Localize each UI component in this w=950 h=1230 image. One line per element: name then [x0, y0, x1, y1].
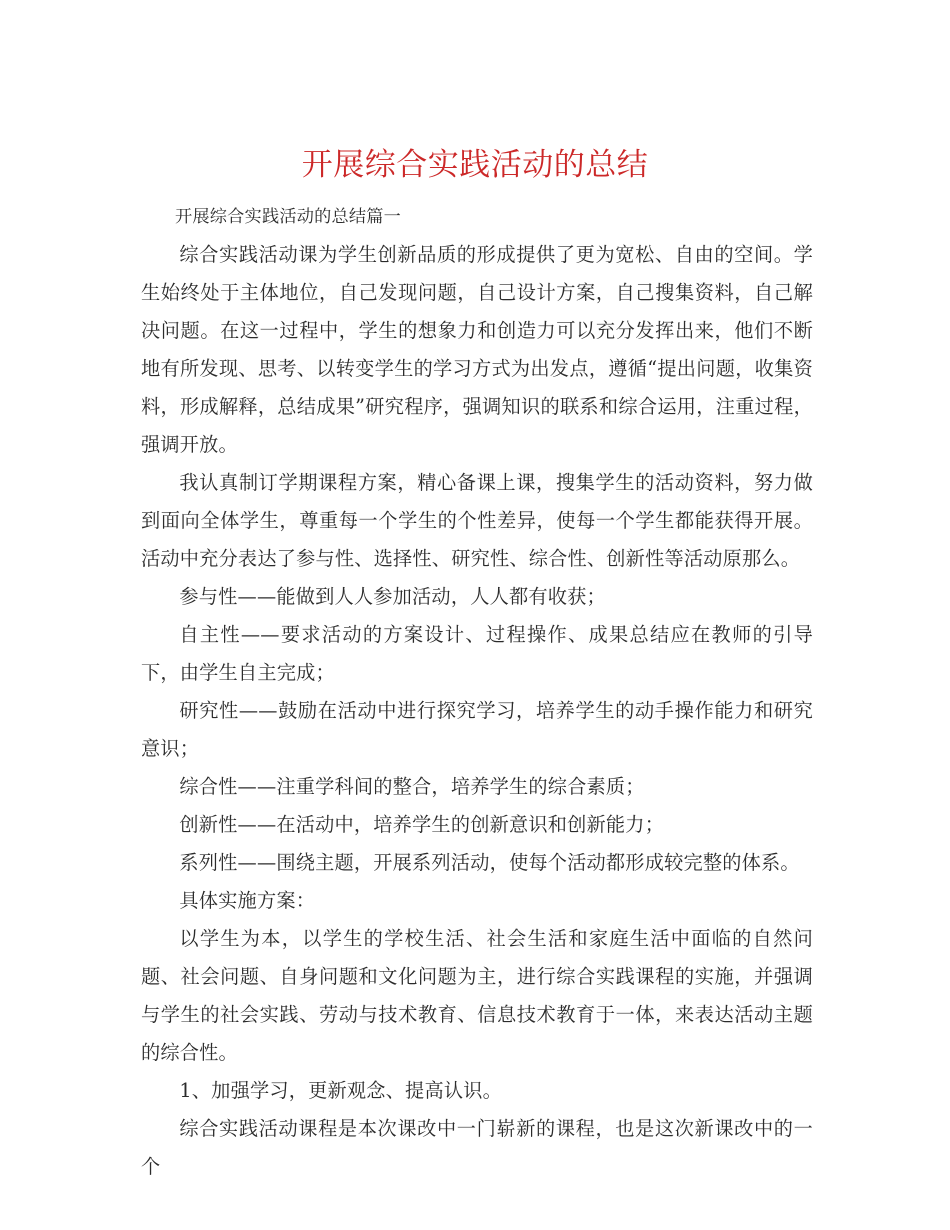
paragraph-2: 我认真制订学期课程方案，精心备课上课，搜集学生的活动资料，努力做到面向全体学生，尊重每一个学生的个性差异，使每一个学生都能获得开展。活动中充分表达了参与性、选择性、研究性、综合性、创新性等活动原那么。: [141, 471, 813, 570]
section-heading-line: 开展综合实践活动的总结篇一: [175, 207, 402, 227]
principle-research: 研究性——鼓励在活动中进行探究学习，培养学生的动手操作能力和研究意识；: [141, 699, 813, 760]
document-body: [141, 198, 813, 1186]
principle-autonomy: 自主性——要求活动的方案设计、过程操作、成果总结应在教师的引导下，由学生自主完成；: [141, 623, 813, 684]
implementation-plan-heading: 具体实施方案：: [179, 889, 316, 912]
paragraph-final-clipped: 综合实践活动课程是本次课改中一门崭新的课程，也是这次新课改中的一个: [141, 1117, 813, 1178]
paragraph-implementation: 以学生为本，以学生的学校生活、社会生活和家庭生活中面临的自然问题、社会问题、自身问题和文化问题为主，进行综合实践课程的实施，并强调与学生的社会实践、劳动与技术教育、信息技术教育于一体，来表达活动主题的综合性。: [141, 927, 813, 1064]
principle-comprehensive: 综合性——注重学科间的整合，培养学生的综合素质；: [179, 775, 645, 798]
principle-innovation: 创新性——在活动中，培养学生的创新意识和创新能力；: [179, 813, 665, 836]
numbered-item-1: 1、加强学习，更新观念、提高认识。: [179, 1079, 502, 1102]
principle-series: 系列性——围绕主题，开展系列活动，使每个活动都形成较完整的体系。: [179, 851, 800, 874]
paragraph-1: 综合实践活动课为学生创新品质的形成提供了更为宽松、自由的空间。学生始终处于主体地位，自己发现问题，自己设计方案，自己搜集资料，自己解决问题。在这一过程中，学生的想象力和创造力可以充分发挥出来，他们不断地有所发现、思考、以转变学生的学习方式为出发点，遵循“提出问题，收集资料，形成解释，总结成果”研究程序，强调知识的联系和综合运用，注重过程，强调开放。: [141, 243, 813, 456]
page-title: 开展综合实践活动的总结: [301, 146, 649, 183]
principle-participation: 参与性——能做到人人参加活动，人人都有收获；: [179, 585, 606, 608]
